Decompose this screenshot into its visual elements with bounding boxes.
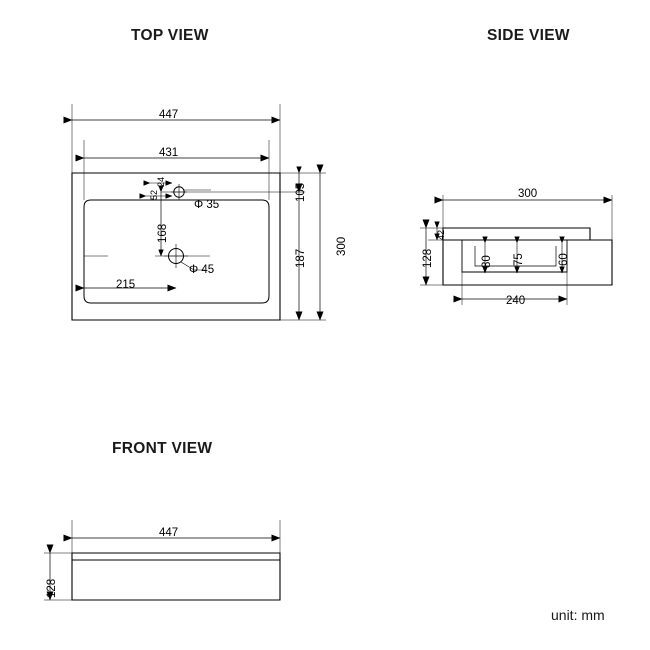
dim-top-depth-front-hole: 187 — [295, 248, 307, 268]
dim-side-inner-a: 80 — [481, 255, 493, 268]
dim-side-inner-b: 75 — [513, 253, 525, 266]
top-view-title: TOP VIEW — [131, 27, 209, 44]
side-view-title: SIDE VIEW — [487, 27, 570, 44]
dim-top-rear-hole-offset: 168 — [157, 223, 169, 243]
dim-side-height: 128 — [422, 248, 434, 268]
dim-top-drain-diameter: Φ 45 — [189, 264, 215, 276]
dim-top-depth-rear-hole: 105 — [295, 182, 307, 202]
dim-top-tap-hole-diameter: Φ 35 — [194, 199, 220, 211]
dim-top-rear-hole-b: 52 — [149, 189, 159, 200]
dim-top-drain-offset: 215 — [116, 279, 136, 291]
dim-side-overall-depth: 300 — [518, 188, 538, 200]
dim-front-height: 128 — [46, 578, 58, 598]
dim-side-inner-c: 60 — [558, 253, 570, 266]
dim-top-overall-depth: 300 — [336, 236, 348, 256]
dim-top-overall-width: 447 — [159, 109, 179, 121]
dim-front-overall-width: 447 — [159, 527, 179, 539]
side-view-outline — [443, 228, 612, 285]
dim-side-base-depth: 240 — [506, 295, 526, 307]
front-view-title: FRONT VIEW — [112, 440, 213, 457]
unit-note: unit: mm — [551, 607, 605, 623]
dim-top-rear-hole-a: 24 — [156, 176, 166, 187]
dim-side-rim-thickness: 42 — [436, 229, 446, 240]
dim-top-inner-width: 431 — [159, 147, 179, 159]
front-view-outline — [72, 553, 280, 600]
